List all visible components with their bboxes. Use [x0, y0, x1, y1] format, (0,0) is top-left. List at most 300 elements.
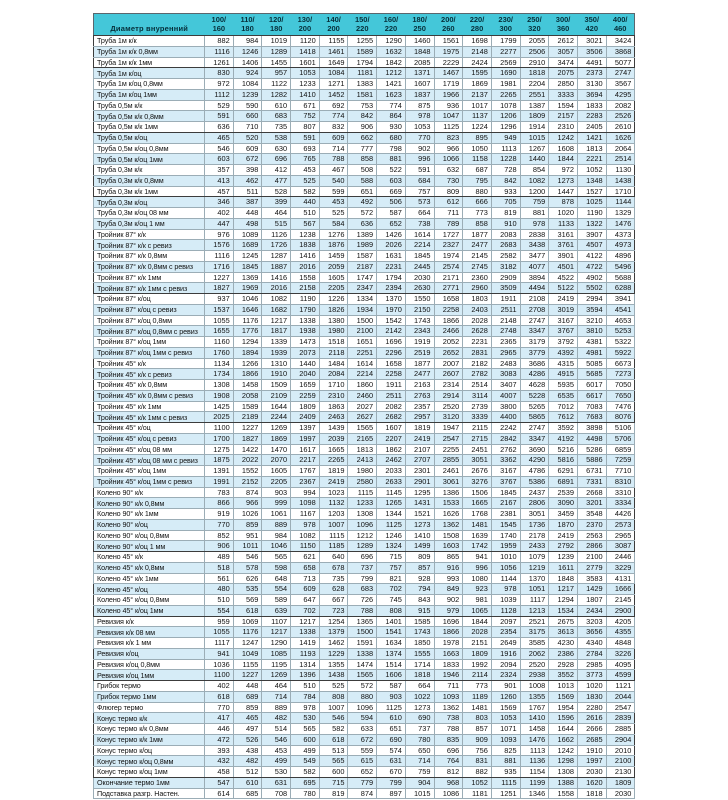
price-cell: 3767 [549, 326, 578, 337]
table-row [94, 304, 635, 315]
price-cell: 3594 [577, 304, 606, 315]
price-cell: 773 [463, 208, 492, 219]
price-cell: 1329 [606, 208, 635, 219]
price-cell: 684 [405, 175, 434, 186]
price-cell: 565 [291, 724, 320, 735]
price-cell: 1061 [262, 509, 291, 520]
price-cell: 1644 [262, 401, 291, 412]
price-cell: 821 [377, 573, 406, 584]
price-cell: 1020 [577, 681, 606, 692]
price-cell: 1206 [491, 111, 520, 122]
price-cell: 852 [205, 530, 234, 541]
price-cell: 831 [463, 756, 492, 767]
price-cell: 1970 [377, 304, 406, 315]
row-label: Ревизия к/оц 1мм [94, 670, 205, 681]
price-cell: 2187 [348, 261, 377, 272]
price-cell: 2914 [434, 390, 463, 401]
price-cell: 1460 [405, 36, 434, 47]
price-cell: 4381 [577, 337, 606, 348]
price-cell: 1726 [262, 240, 291, 251]
price-cell: 2205 [319, 283, 348, 294]
price-cell: 3509 [491, 283, 520, 294]
price-cell: 3407 [491, 380, 520, 391]
row-label: Грибок термо [94, 681, 205, 692]
price-cell: 547 [205, 777, 234, 788]
table-body [94, 36, 635, 799]
price-cell: 1521 [405, 509, 434, 520]
price-cell: 2214 [405, 240, 434, 251]
price-cell: 2682 [377, 412, 406, 423]
price-cell: 979 [434, 605, 463, 616]
price-cell: 448 [233, 208, 262, 219]
price-cell: 2151 [463, 638, 492, 649]
row-label: Труба 1м к/оц 1мм [94, 89, 205, 100]
price-cell: 1370 [377, 294, 406, 305]
row-label: Тройник 87° к/к 0,8мм с ревиз [94, 261, 205, 272]
price-cell: 508 [348, 165, 377, 176]
price-cell: 569 [233, 595, 262, 606]
price-cell: 1289 [348, 541, 377, 552]
price-cell: 2075 [549, 68, 578, 79]
price-cell: 588 [348, 175, 377, 186]
price-cell: 1039 [491, 595, 520, 606]
price-cell: 1991 [205, 476, 234, 487]
price-cell: 2163 [405, 380, 434, 391]
column-header: 180/ 250 [405, 14, 434, 36]
price-cell: 1203 [319, 509, 348, 520]
price-cell: 1666 [606, 584, 635, 595]
row-label: Тройник 45° к/оц [94, 423, 205, 434]
price-cell: 678 [319, 562, 348, 573]
row-label: Ревизия к/к 1 мм [94, 638, 205, 649]
column-header: 400/ 460 [606, 14, 635, 36]
price-cell: 1150 [291, 541, 320, 552]
price-cell: 4095 [606, 659, 635, 670]
table-row [94, 670, 635, 681]
table-row [94, 369, 635, 380]
price-cell: 1833 [434, 659, 463, 670]
price-cell: 1644 [549, 724, 578, 735]
price-cell: 823 [434, 132, 463, 143]
price-cell: 662 [348, 132, 377, 143]
price-cell: 957 [262, 68, 291, 79]
price-cell: 2130 [606, 767, 635, 778]
price-cell: 1887 [262, 261, 291, 272]
price-cell: 652 [377, 218, 406, 229]
price-cell: 1710 [319, 380, 348, 391]
price-cell: 1438 [606, 175, 635, 186]
price-cell: 1508 [434, 530, 463, 541]
price-cell: 1080 [463, 573, 492, 584]
price-cell: 881 [520, 208, 549, 219]
price-cell: 1736 [520, 519, 549, 530]
price-cell: 2514 [606, 154, 635, 165]
price-cell: 2909 [491, 272, 520, 283]
price-cell: 1980 [319, 326, 348, 337]
price-cell: 2520 [434, 401, 463, 412]
price-cell: 506 [377, 197, 406, 208]
price-cell: 2547 [606, 702, 635, 713]
price-cell: 1324 [377, 541, 406, 552]
price-cell: 1614 [348, 358, 377, 369]
price-cell: 696 [348, 552, 377, 563]
price-cell: 978 [405, 111, 434, 122]
row-label: Труба 0,3м к/оц 1 мм [94, 218, 205, 229]
price-cell: 3229 [606, 562, 635, 573]
price-cell: 710 [233, 122, 262, 133]
price-cell: 567 [291, 218, 320, 229]
price-cell: 609 [319, 132, 348, 143]
price-cell: 650 [405, 745, 434, 756]
price-cell: 666 [463, 197, 492, 208]
price-cell: 1803 [463, 294, 492, 305]
price-cell: 1227 [233, 670, 262, 681]
price-cell: 865 [434, 552, 463, 563]
column-header: 350/ 420 [577, 14, 606, 36]
price-cell: 1997 [291, 433, 320, 444]
price-cell: 2094 [491, 659, 520, 670]
price-cell: 639 [262, 605, 291, 616]
price-cell: 453 [262, 745, 291, 756]
price-cell: 5706 [606, 433, 635, 444]
price-cell: 2205 [262, 476, 291, 487]
price-cell: 2118 [319, 347, 348, 358]
price-cell: 752 [291, 111, 320, 122]
table-row [94, 229, 635, 240]
price-cell: 5935 [549, 380, 578, 391]
price-cell: 1665 [463, 498, 492, 509]
price-cell: 1620 [577, 777, 606, 788]
table-row [94, 143, 635, 154]
price-cell: 1233 [348, 498, 377, 509]
price-cell: 1662 [549, 734, 578, 745]
price-cell: 1219 [520, 562, 549, 573]
price-cell: 402 [205, 681, 234, 692]
price-cell: 1023 [319, 487, 348, 498]
price-cell: 1646 [233, 304, 262, 315]
price-cell: 1514 [377, 659, 406, 670]
price-cell: 1611 [549, 562, 578, 573]
price-cell: 3583 [577, 573, 606, 584]
price-cell: 1596 [549, 713, 578, 724]
price-cell: 2419 [319, 476, 348, 487]
price-cell: 457 [205, 186, 234, 197]
price-cell: 1271 [319, 79, 348, 90]
table-row [94, 648, 635, 659]
table-row [94, 562, 635, 573]
row-label: Колено 45° к/к [94, 552, 205, 563]
price-cell: 1461 [319, 46, 348, 57]
price-cell: 1959 [491, 541, 520, 552]
price-cell: 1894 [233, 347, 262, 358]
price-cell: 1866 [434, 627, 463, 638]
price-cell: 795 [463, 175, 492, 186]
row-label: Труба 0,5м к/к [94, 100, 205, 111]
price-cell: 1585 [405, 616, 434, 627]
price-cell: 4599 [606, 670, 635, 681]
price-cell: 680 [377, 132, 406, 143]
price-cell: 2370 [577, 519, 606, 530]
table-row [94, 57, 635, 68]
price-cell: 1710 [606, 186, 635, 197]
price-cell: 3021 [577, 36, 606, 47]
row-label: Труба 0,3м к/к 1мм [94, 186, 205, 197]
price-cell: 2514 [463, 380, 492, 391]
price-cell: 2928 [549, 659, 578, 670]
price-cell: 1242 [549, 132, 578, 143]
price-cell: 788 [348, 605, 377, 616]
price-cell: 1422 [233, 444, 262, 455]
price-cell: 2178 [520, 530, 549, 541]
price-cell: 723 [319, 605, 348, 616]
price-cell: 2347 [348, 283, 377, 294]
price-cell: 1025 [577, 197, 606, 208]
price-cell: 2676 [463, 466, 492, 477]
price-cell: 1429 [577, 584, 606, 595]
price-cell: 565 [262, 552, 291, 563]
price-cell: 1065 [463, 605, 492, 616]
price-cell: 1813 [348, 444, 377, 455]
row-label: Труба 0,3м к/оц 08 мм [94, 208, 205, 219]
price-cell: 514 [262, 724, 291, 735]
price-cell: 2806 [520, 498, 549, 509]
price-cell: 759 [405, 767, 434, 778]
price-cell: 928 [405, 573, 434, 584]
price-cell: 1010 [491, 552, 520, 563]
table-row [94, 175, 635, 186]
price-cell: 546 [319, 713, 348, 724]
price-cell: 546 [233, 552, 262, 563]
row-label: Колено 45° к/к 1мм [94, 573, 205, 584]
row-label: Колено 90° к/к [94, 487, 205, 498]
price-cell: 518 [205, 562, 234, 573]
price-cell: 765 [291, 154, 320, 165]
price-cell: 482 [233, 756, 262, 767]
price-cell: 966 [434, 143, 463, 154]
price-cell: 737 [348, 562, 377, 573]
price-cell: 2381 [491, 509, 520, 520]
table-row [94, 197, 635, 208]
price-cell: 1217 [549, 584, 578, 595]
price-cell: 2148 [491, 315, 520, 326]
price-cell: 1013 [549, 681, 578, 692]
price-cell: 4501 [549, 261, 578, 272]
price-cell: 2324 [491, 670, 520, 681]
price-cell: 2158 [291, 283, 320, 294]
row-label: Труба 0,5м к/к 0,8мм [94, 111, 205, 122]
price-cell: 1167 [291, 509, 320, 520]
price-cell: 2462 [377, 455, 406, 466]
price-cell: 7083 [577, 401, 606, 412]
price-cell: 2784 [577, 648, 606, 659]
price-cell: 1401 [377, 616, 406, 627]
price-cell: 1974 [434, 251, 463, 262]
price-cell: 2419 [405, 433, 434, 444]
price-cell: 1066 [434, 154, 463, 165]
price-cell: 5265 [520, 401, 549, 412]
price-cell: 1120 [291, 36, 320, 47]
price-cell: 1383 [348, 79, 377, 90]
price-cell: 559 [348, 745, 377, 756]
price-cell: 1981 [491, 79, 520, 90]
row-label: Тройник 45° к/к 1мм [94, 401, 205, 412]
price-cell: 1047 [434, 111, 463, 122]
price-cell: 830 [205, 68, 234, 79]
price-cell: 978 [491, 584, 520, 595]
price-cell: 2296 [377, 347, 406, 358]
price-cell: 458 [205, 767, 234, 778]
price-cell: 1458 [233, 380, 262, 391]
price-cell: 4007 [491, 390, 520, 401]
price-cell: 809 [434, 186, 463, 197]
price-cell: 670 [377, 767, 406, 778]
table-row [94, 595, 635, 606]
price-cell: 1877 [463, 229, 492, 240]
price-cell: 2461 [434, 466, 463, 477]
price-cell: 1355 [319, 659, 348, 670]
price-cell: 1239 [233, 89, 262, 100]
price-cell: 2217 [291, 455, 320, 466]
price-cell: 1158 [463, 154, 492, 165]
price-cell: 857 [405, 562, 434, 573]
price-cell: 3175 [520, 627, 549, 638]
price-cell: 1617 [291, 444, 320, 455]
price-cell: 1727 [434, 229, 463, 240]
price-cell: 759 [520, 197, 549, 208]
price-cell: 1046 [233, 294, 262, 305]
price-cell: 7273 [606, 369, 635, 380]
table-row [94, 541, 635, 552]
price-cell: 1273 [405, 702, 434, 713]
price-cell: 1266 [233, 358, 262, 369]
price-cell: 590 [233, 100, 262, 111]
price-cell: 881 [491, 756, 520, 767]
price-cell: 3203 [577, 616, 606, 627]
price-cell: 2957 [405, 412, 434, 423]
price-cell: 2666 [577, 724, 606, 735]
price-cell: 612 [434, 197, 463, 208]
price-cell: 621 [291, 552, 320, 563]
price-cell: 2419 [549, 530, 578, 541]
price-cell: 3506 [577, 46, 606, 57]
price-cell: 1767 [291, 466, 320, 477]
price-cell: 2409 [291, 412, 320, 423]
price-cell: 346 [205, 197, 234, 208]
price-cell: 594 [348, 713, 377, 724]
column-header: 110/ 180 [233, 14, 262, 36]
price-cell: 981 [463, 595, 492, 606]
price-cell: 903 [262, 487, 291, 498]
price-cell: 1658 [377, 358, 406, 369]
price-cell: 696 [434, 745, 463, 756]
price-cell: 2569 [491, 57, 520, 68]
price-cell: 598 [262, 562, 291, 573]
price-cell: 784 [291, 691, 320, 702]
price-cell: 3167 [491, 466, 520, 477]
price-cell: 1125 [377, 702, 406, 713]
price-cell: 1655 [205, 326, 234, 337]
price-cell: 664 [405, 208, 434, 219]
price-cell: 880 [348, 691, 377, 702]
price-cell: 1254 [319, 616, 348, 627]
table-row [94, 638, 635, 649]
price-cell: 631 [377, 756, 406, 767]
price-cell: 738 [405, 218, 434, 229]
price-cell: 2277 [491, 46, 520, 57]
price-cell: 2059 [319, 261, 348, 272]
price-cell: 546 [205, 143, 234, 154]
price-cell: 2052 [434, 337, 463, 348]
price-cell: 499 [262, 756, 291, 767]
price-cell: 1193 [291, 648, 320, 659]
price-cell: 1132 [319, 498, 348, 509]
price-cell: 1052 [463, 777, 492, 788]
price-cell: 3090 [549, 498, 578, 509]
price-cell: 1113 [520, 745, 549, 756]
price-cell: 1217 [262, 627, 291, 638]
price-cell: 1869 [262, 433, 291, 444]
price-cell: 1623 [377, 89, 406, 100]
price-cell: 1190 [577, 208, 606, 219]
price-cell: 978 [520, 218, 549, 229]
price-cell: 1818 [577, 788, 606, 799]
price-cell: 2413 [348, 455, 377, 466]
price-cell: 8076 [606, 412, 635, 423]
price-cell: 1116 [205, 251, 234, 262]
price-cell: 1370 [520, 573, 549, 584]
price-cell: 2109 [262, 390, 291, 401]
price-cell: 615 [348, 756, 377, 767]
price-cell: 1200 [520, 186, 549, 197]
price-cell: 1506 [463, 487, 492, 498]
price-cell: 705 [491, 197, 520, 208]
price-cell: 1125 [377, 519, 406, 530]
price-cell: 6673 [606, 358, 635, 369]
price-cell: 1396 [291, 670, 320, 681]
price-cell: 387 [233, 197, 262, 208]
price-cell: 1053 [405, 122, 434, 133]
price-cell: 5865 [520, 412, 549, 423]
price-cell: 4896 [606, 251, 635, 262]
price-cell: 3424 [606, 36, 635, 47]
price-cell: 2343 [405, 326, 434, 337]
price-cell: 2511 [377, 390, 406, 401]
price-cell: 447 [205, 218, 234, 229]
price-cell: 4373 [606, 229, 635, 240]
price-cell: 1419 [291, 638, 320, 649]
price-cell: 808 [319, 691, 348, 702]
price-cell: 660 [233, 111, 262, 122]
table-row [94, 573, 635, 584]
price-cell: 1470 [262, 444, 291, 455]
price-cell: 2064 [606, 143, 635, 154]
price-cell: 1690 [491, 68, 520, 79]
price-cell: 1716 [205, 261, 234, 272]
price-cell: 2900 [606, 605, 635, 616]
price-cell: 530 [262, 767, 291, 778]
price-cell: 2747 [520, 423, 549, 434]
price-cell: 3051 [520, 509, 549, 520]
price-cell: 1334 [348, 294, 377, 305]
price-cell: 7650 [606, 390, 635, 401]
price-cell: 510 [291, 681, 320, 692]
price-cell: 902 [434, 595, 463, 606]
price-cell: 477 [262, 175, 291, 186]
price-cell: 2207 [377, 433, 406, 444]
price-cell: 561 [205, 573, 234, 584]
price-cell: 2675 [549, 616, 578, 627]
header-row [94, 14, 635, 36]
